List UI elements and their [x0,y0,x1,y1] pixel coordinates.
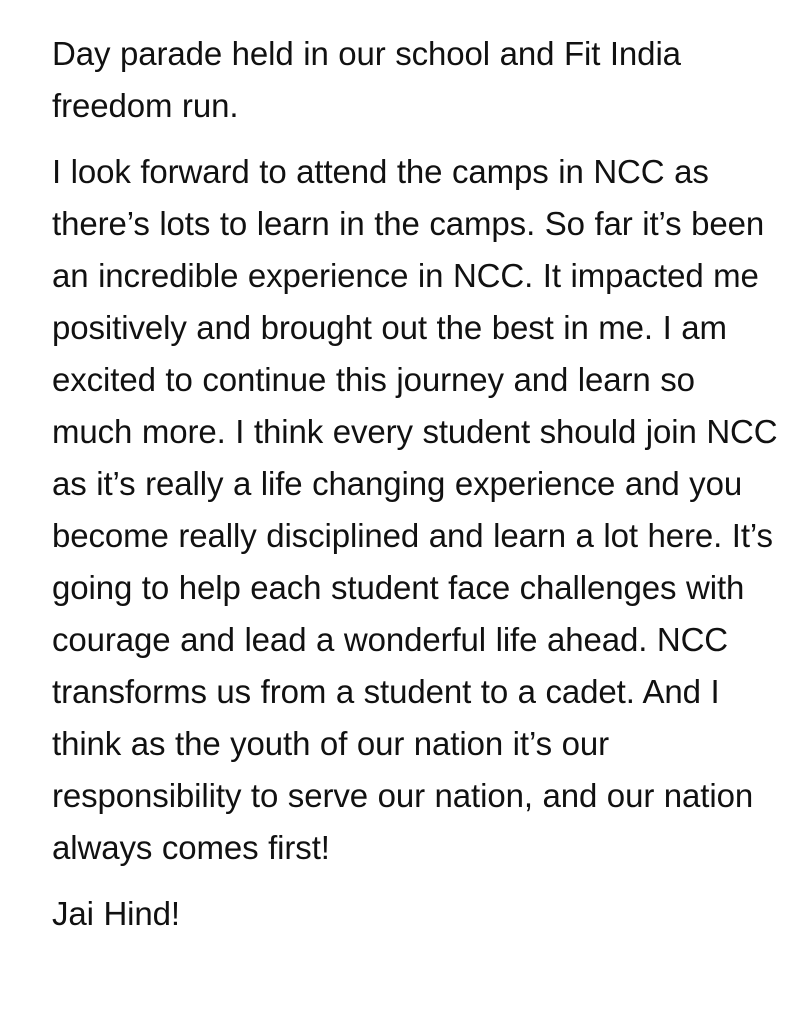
paragraph-2: I look forward to attend the camps in NCC as there’s lots to learn in the camps. So far it’s been an incredible experience in NCC. It impacted me positively and brought out the best in me. I am excited to continue this journey and learn so much more. I think every student should join NCC as it’s really a life changing experience and you become really disciplined and learn a lot here. It’s going to help each student face challenges with courage and lead a wonderful life ahead. NCC transforms us from a student to a cadet. And I think as the youth of our nation it’s our responsibility to serve our nation, and our nation always comes first! [52,153,778,866]
paragraph-closing: Jai Hind! [52,895,180,932]
document-body [52,28,782,940]
paragraph-1: Day parade held in our school and Fit India freedom run. [52,35,681,124]
